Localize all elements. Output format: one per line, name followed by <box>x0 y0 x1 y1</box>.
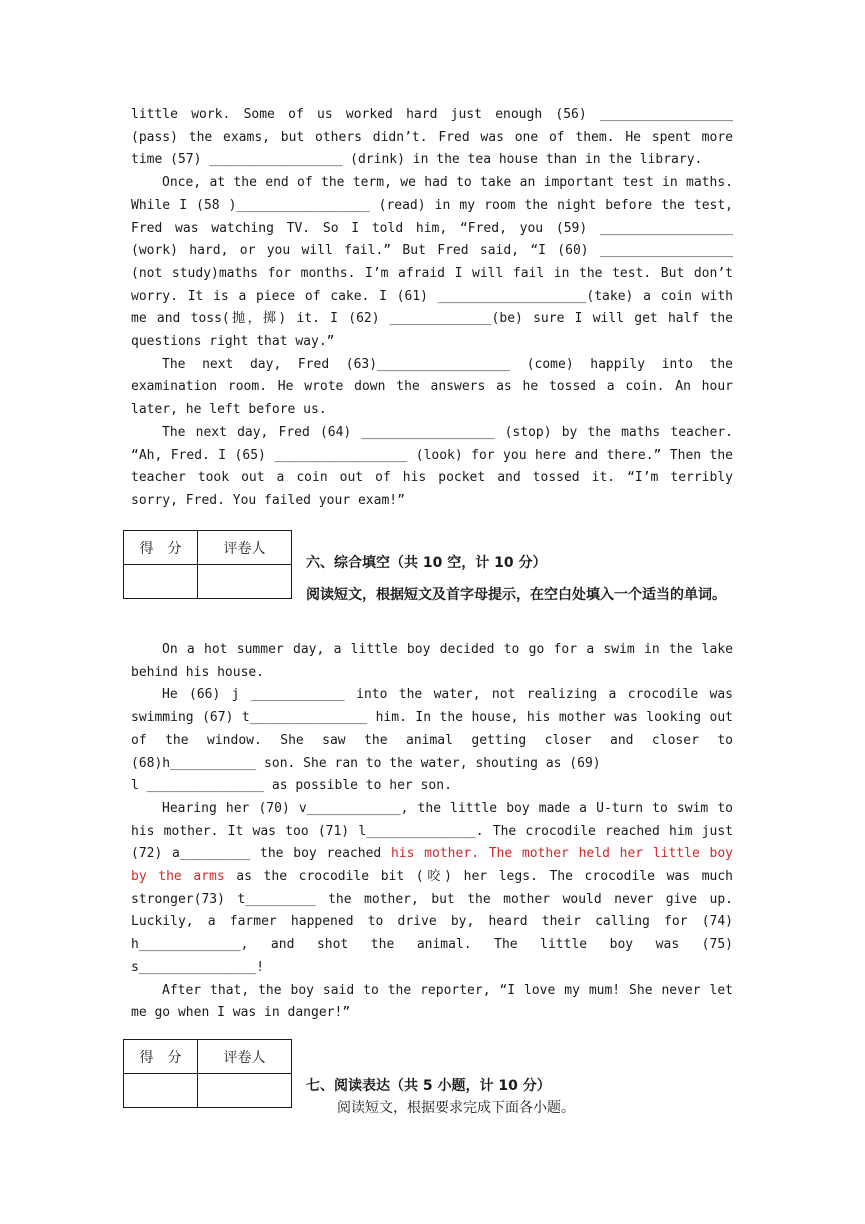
section7-instruction: 阅读短文，根据要求完成下面各小题。 <box>337 1100 575 1116</box>
passage-paragraph <box>131 798 733 980</box>
section6-instruction: 阅读短文，根据短文及首字母提示，在空白处填入一个适当的单词。 <box>306 587 726 603</box>
highlighted-text: mother. The mother held her little boy by the arms <box>131 846 734 885</box>
passage-paragraph: The next day, Fred (63)_________________ (come) happily into the examination room. He wrote down the answers as he tossed a coin. An hour later, he left before us. <box>131 356 733 418</box>
score-label-cell: 得 分 <box>124 531 198 565</box>
section5-passage <box>131 104 733 513</box>
passage-line: l _______________ as possible to her son. <box>131 778 452 794</box>
passage-text: as the crocodile bit (咬) her legs. The crocodile was much stronger(73) t_________ the mother, but the mother would never give up. Luckily, a farmer happened to drive by, heard their calling for (74) h_____________, and shot the animal. The little boy was (75) s_______________! <box>131 869 734 975</box>
score-input-cell[interactable] <box>124 1074 198 1108</box>
passage-paragraph: He (66) j ____________ into the water, not realizing a crocodile was swimming (67) t_______________ him. In the house, his mother was looking out of the window. She saw the animal getting closer and closer to (68)h___________ son. She ran to the water, shouting as (69) <box>131 687 733 771</box>
section6-heading: 六、综合填空（共 10 空，计 10 分） <box>306 555 547 571</box>
grader-label-cell: 评卷人 <box>198 531 292 565</box>
passage-paragraph: On a hot summer day, a little boy decided to go for a swim in the lake behind his house. <box>131 642 733 680</box>
section7-heading: 七、阅读表达（共 5 小题，计 10 分） <box>306 1078 551 1094</box>
passage-text: Hearing her (70) v____________, the little boy made a U-turn to swim to his mother. It was too (71) l______________. The crocodile reached him just (72) a_________ the boy reached <box>131 800 733 862</box>
passage-paragraph: Once, at the end of the term, we had to take an important test in maths. While I (58 )_________________ (read) in my room the night before the test, Fred was watching TV. So I told him, “Fred, you (59) _________________ (work) hard, or you will fail.” But Fred said, “I (60) _________________ (not study)maths for months. I’m afraid I will fail in the test. But don’t worry. It is a piece of cake. I (61) ___________________(take) a coin with me and toss(抛，掷) it. I (62) _____________(be) sure I will get half the questions right that way.” <box>131 175 733 350</box>
passage-paragraph: The next day, Fred (64) _________________ (stop) by the maths teacher. “Ah, Fred. I (65) _________________ (look) for you here and there.” Then the teacher took out a coin out of his pocket and tossed it. “I’m terribly sorry, Fred. You failed your exam!” <box>131 424 733 508</box>
grader-label-cell: 评卷人 <box>198 1040 292 1074</box>
score-label-cell: 得 分 <box>124 1040 198 1074</box>
passage-paragraph: After that, the boy said to the reporter, “I love my mum! She never let me go when I was in danger!” <box>131 982 733 1021</box>
highlighted-word: his <box>390 846 415 862</box>
score-table <box>123 1039 292 1108</box>
passage-paragraph: little work. Some of us worked hard just enough (56) _________________ (pass) the exams, but others didn’t. Fred was one of them. He spent more time (57) _________________ (drink) in the tea house than in the library. <box>131 107 733 168</box>
section6-passage <box>131 639 733 1025</box>
grader-input-cell[interactable] <box>198 1074 292 1108</box>
